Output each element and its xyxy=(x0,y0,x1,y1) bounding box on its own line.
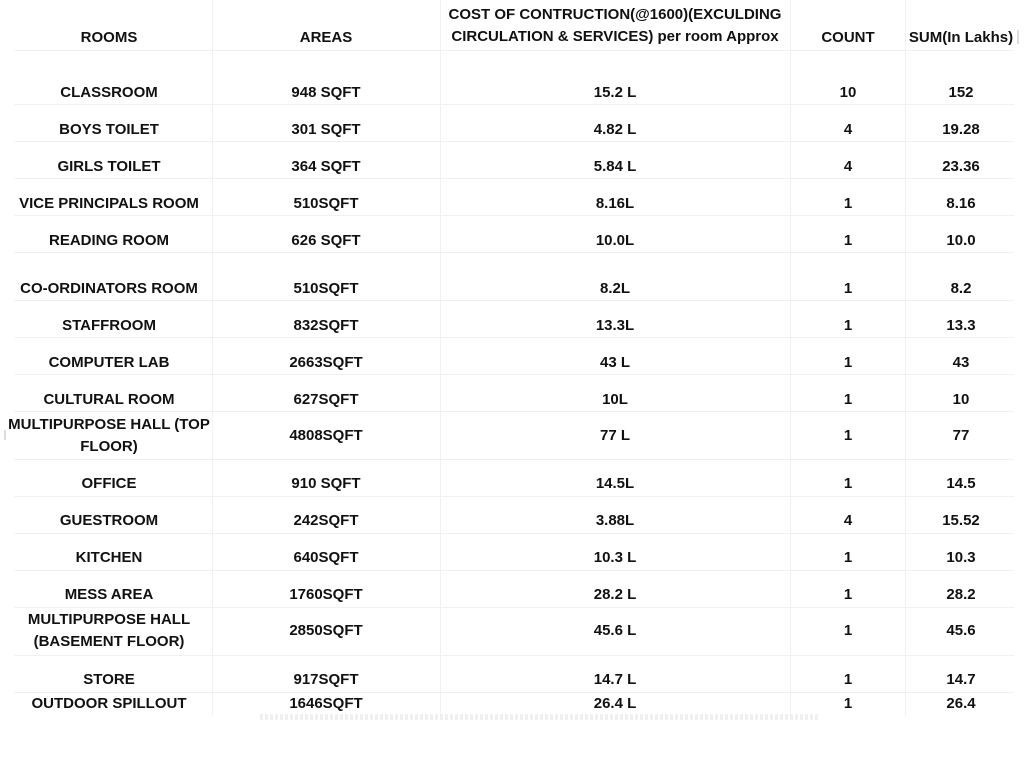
room-name-cell: GUESTROOM xyxy=(59,512,159,529)
sum-cell: 10.3 xyxy=(946,549,976,566)
cost-cell: 10.3 L xyxy=(593,549,637,566)
sum-cell: 10.0 xyxy=(946,232,976,249)
header-count: COUNT xyxy=(821,29,875,46)
cost-cell: 5.84 L xyxy=(593,158,637,175)
count-cell: 10 xyxy=(839,84,857,101)
sum-cell: 8.16 xyxy=(946,195,976,212)
area-cell: 242SQFT xyxy=(293,512,359,529)
area-cell: 4808SQFT xyxy=(289,427,363,444)
sum-cell: 23.36 xyxy=(942,158,980,175)
count-cell: 1 xyxy=(843,622,853,639)
count-cell: 1 xyxy=(843,232,853,249)
area-cell: 510SQFT xyxy=(293,280,359,297)
count-cell: 4 xyxy=(843,512,853,529)
room-name-cell: VICE PRINCIPALS ROOM xyxy=(19,195,199,212)
area-cell: 626 SQFT xyxy=(291,232,361,249)
sum-cell: 28.2 xyxy=(946,586,976,603)
row-divider xyxy=(14,300,1014,301)
area-cell: 640SQFT xyxy=(293,549,359,566)
sum-cell: 19.28 xyxy=(942,121,980,138)
count-cell: 1 xyxy=(843,354,853,371)
sum-cell: 77 xyxy=(952,427,970,444)
header-rooms: ROOMS xyxy=(80,29,138,46)
cost-cell: 15.2 L xyxy=(593,84,637,101)
cost-cell: 4.82 L xyxy=(593,121,637,138)
sum-cell: 10 xyxy=(952,391,970,408)
room-name-cell: READING ROOM xyxy=(49,232,169,249)
cost-cell: 26.4 L xyxy=(593,695,637,712)
cost-cell: 10.0L xyxy=(595,232,635,249)
scan-artifact xyxy=(260,714,820,720)
cost-cell: 13.3L xyxy=(595,317,635,334)
area-cell: 510SQFT xyxy=(293,195,359,212)
room-name-cell: MULTIPURPOSE HALL (BASEMENT FLOOR) xyxy=(27,611,191,650)
row-divider xyxy=(14,411,1014,412)
room-name-cell: KITCHEN xyxy=(75,549,143,566)
area-cell: 910 SQFT xyxy=(291,475,361,492)
row-divider xyxy=(14,374,1014,375)
row-divider xyxy=(14,655,1014,656)
header-cost: COST OF CONTRUCTION(@1600)(EXCULDING CIRCULATION & SERVICES) per room Approx xyxy=(448,6,782,45)
room-name-cell: COMPUTER LAB xyxy=(48,354,170,371)
cost-cell: 45.6 L xyxy=(593,622,637,639)
area-cell: 917SQFT xyxy=(293,671,359,688)
room-name-cell: STAFFROOM xyxy=(62,317,156,334)
sum-cell: 152 xyxy=(948,84,974,101)
row-divider xyxy=(14,104,1014,105)
row-divider xyxy=(14,141,1014,142)
count-cell: 1 xyxy=(843,391,853,408)
row-divider xyxy=(14,496,1014,497)
row-divider xyxy=(14,337,1014,338)
sum-cell: 26.4 xyxy=(946,695,976,712)
area-cell: 364 SQFT xyxy=(291,158,361,175)
area-cell: 301 SQFT xyxy=(291,121,361,138)
count-cell: 1 xyxy=(843,280,853,297)
row-divider xyxy=(14,252,1014,253)
area-cell: 1760SQFT xyxy=(289,586,363,603)
count-cell: 1 xyxy=(843,317,853,334)
room-name-cell: OFFICE xyxy=(81,475,137,492)
cost-cell: 28.2 L xyxy=(593,586,637,603)
row-divider xyxy=(14,570,1014,571)
room-name-cell: BOYS TOILET xyxy=(59,121,159,138)
room-name-cell: GIRLS TOILET xyxy=(57,158,161,175)
sum-cell: 43 xyxy=(952,354,970,371)
count-cell: 1 xyxy=(843,427,853,444)
header-areas: AREAS xyxy=(299,29,353,46)
sum-cell: 13.3 xyxy=(946,317,976,334)
area-cell: 832SQFT xyxy=(293,317,359,334)
sum-cell: 45.6 xyxy=(946,622,976,639)
count-cell: 1 xyxy=(843,475,853,492)
count-cell: 1 xyxy=(843,695,853,712)
cost-cell: 10L xyxy=(602,391,628,408)
cost-cell: 43 L xyxy=(599,354,630,371)
count-cell: 4 xyxy=(843,158,853,175)
room-name-cell: OUTDOOR SPILLOUT xyxy=(31,695,187,712)
cost-cell: 77 L xyxy=(599,427,630,444)
count-cell: 1 xyxy=(843,671,853,688)
area-cell: 2663SQFT xyxy=(289,354,363,371)
room-name-cell: STORE xyxy=(83,671,135,688)
cost-cell: 8.2L xyxy=(599,280,630,297)
row-divider xyxy=(14,459,1014,460)
room-name-cell: CLASSROOM xyxy=(60,84,158,101)
count-cell: 1 xyxy=(843,586,853,603)
row-divider xyxy=(14,178,1014,179)
room-name-cell: MULTIPURPOSE HALL (TOP FLOOR) xyxy=(8,416,210,455)
cost-cell: 3.88L xyxy=(595,512,635,529)
header-sum: SUM(In Lakhs) xyxy=(908,29,1014,46)
room-name-cell: CO-ORDINATORS ROOM xyxy=(20,280,198,297)
room-name-cell: MESS AREA xyxy=(64,586,154,603)
sum-cell: 14.5 xyxy=(946,475,976,492)
area-cell: 2850SQFT xyxy=(289,622,363,639)
count-cell: 4 xyxy=(843,121,853,138)
cost-cell: 8.16L xyxy=(595,195,635,212)
cost-cell: 14.7 L xyxy=(593,671,637,688)
row-divider xyxy=(14,215,1014,216)
count-cell: 1 xyxy=(843,195,853,212)
area-cell: 948 SQFT xyxy=(291,84,361,101)
room-name-cell: CULTURAL ROOM xyxy=(43,391,175,408)
row-divider xyxy=(14,50,1014,51)
sum-cell: 8.2 xyxy=(950,280,972,297)
row-divider xyxy=(14,533,1014,534)
area-cell: 1646SQFT xyxy=(289,695,363,712)
count-cell: 1 xyxy=(843,549,853,566)
area-cell: 627SQFT xyxy=(293,391,359,408)
sum-cell: 15.52 xyxy=(942,512,980,529)
sum-cell: 14.7 xyxy=(946,671,976,688)
cost-cell: 14.5L xyxy=(595,475,635,492)
